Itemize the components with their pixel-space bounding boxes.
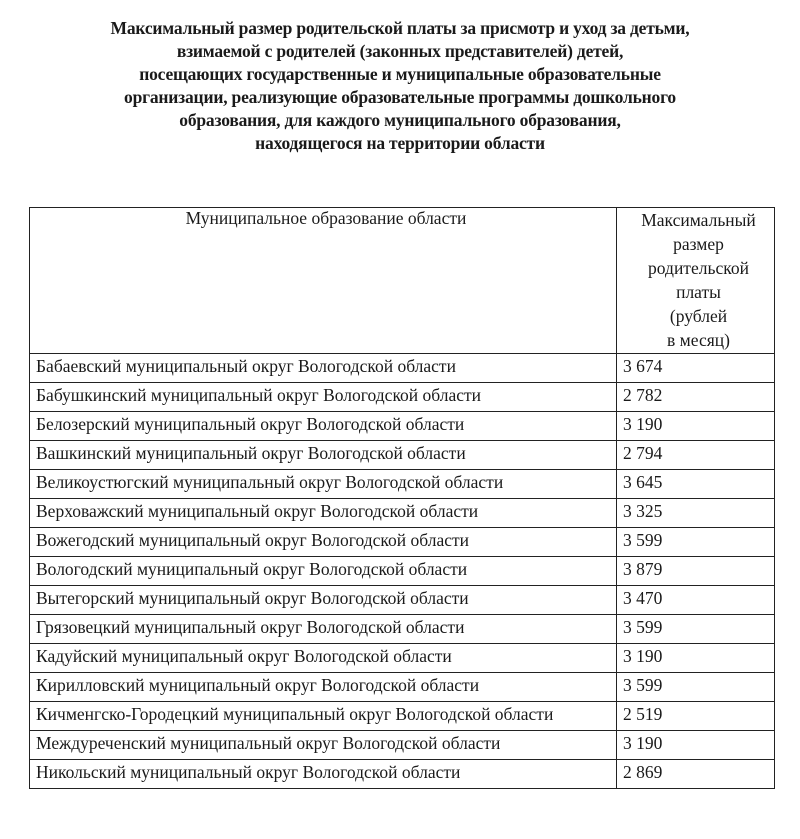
header-line: родительской <box>648 258 749 278</box>
fee-value: 2 519 <box>617 702 775 731</box>
fee-value: 3 325 <box>617 499 775 528</box>
municipality-name: Кадуйский муниципальный округ Вологодской области <box>30 644 617 673</box>
table-row <box>30 760 775 789</box>
table-row <box>30 557 775 586</box>
table-row <box>30 673 775 702</box>
table-row <box>30 412 775 441</box>
municipality-name: Грязовецкий муниципальный округ Вологодской области <box>30 615 617 644</box>
table-row <box>30 702 775 731</box>
header-line: Максимальный <box>641 210 756 230</box>
fee-value: 3 674 <box>617 354 775 383</box>
table-row <box>30 586 775 615</box>
municipality-name: Вожегодский муниципальный округ Вологодской области <box>30 528 617 557</box>
table-row <box>30 731 775 760</box>
fee-value: 3 190 <box>617 644 775 673</box>
municipality-name: Вологодский муниципальный округ Вологодской области <box>30 557 617 586</box>
title-line: находящегося на территории области <box>255 133 545 153</box>
table-row <box>30 354 775 383</box>
title-line: взимаемой с родителей (законных представителей) детей, <box>176 41 624 61</box>
table-row <box>30 441 775 470</box>
header-line: платы <box>676 282 721 302</box>
table-row <box>30 644 775 673</box>
table-row <box>30 528 775 557</box>
title-line: организации, реализующие образовательные программы дошкольного <box>124 87 676 107</box>
header-line: (рублей <box>669 306 728 326</box>
municipality-name: Междуреченский муниципальный округ Вологодской области <box>30 731 617 760</box>
municipality-name: Кирилловский муниципальный округ Вологодской области <box>30 673 617 702</box>
municipality-name: Бабушкинский муниципальный округ Вологодской области <box>30 383 617 412</box>
fee-value: 3 470 <box>617 586 775 615</box>
fee-value: 2 782 <box>617 383 775 412</box>
document-title <box>0 17 800 155</box>
fee-value: 3 599 <box>617 528 775 557</box>
header-municipality: Муниципальное образование области <box>30 208 617 354</box>
header-max-fee <box>617 208 775 354</box>
title-line: Максимальный размер родительской платы за присмотр и уход за детьми, <box>110 18 690 38</box>
fee-value: 3 190 <box>617 412 775 441</box>
municipality-name: Вытегорский муниципальный округ Вологодской области <box>30 586 617 615</box>
title-line: посещающих государственные и муниципальные образовательные <box>139 64 661 84</box>
municipality-name: Никольский муниципальный округ Вологодской области <box>30 760 617 789</box>
header-line: в месяц) <box>667 330 730 350</box>
municipality-name: Вашкинский муниципальный округ Вологодской области <box>30 441 617 470</box>
table-row <box>30 470 775 499</box>
header-row <box>30 208 775 354</box>
fee-value: 3 645 <box>617 470 775 499</box>
municipality-name: Кичменгско-Городецкий муниципальный округ Вологодской области <box>30 702 617 731</box>
municipality-name: Великоустюгский муниципальный округ Вологодской области <box>30 470 617 499</box>
municipality-name: Белозерский муниципальный округ Вологодской области <box>30 412 617 441</box>
municipality-name: Верховажский муниципальный округ Вологодской области <box>30 499 617 528</box>
fee-value: 3 190 <box>617 731 775 760</box>
fee-value: 2 869 <box>617 760 775 789</box>
municipality-name: Бабаевский муниципальный округ Вологодской области <box>30 354 617 383</box>
title-line: образования, для каждого муниципального образования, <box>179 110 621 130</box>
fee-value: 3 879 <box>617 557 775 586</box>
table-row <box>30 499 775 528</box>
table-row <box>30 615 775 644</box>
header-line: размер <box>673 234 724 254</box>
fee-value: 2 794 <box>617 441 775 470</box>
fees-table <box>29 207 775 789</box>
fee-value: 3 599 <box>617 615 775 644</box>
table-row <box>30 383 775 412</box>
fee-value: 3 599 <box>617 673 775 702</box>
